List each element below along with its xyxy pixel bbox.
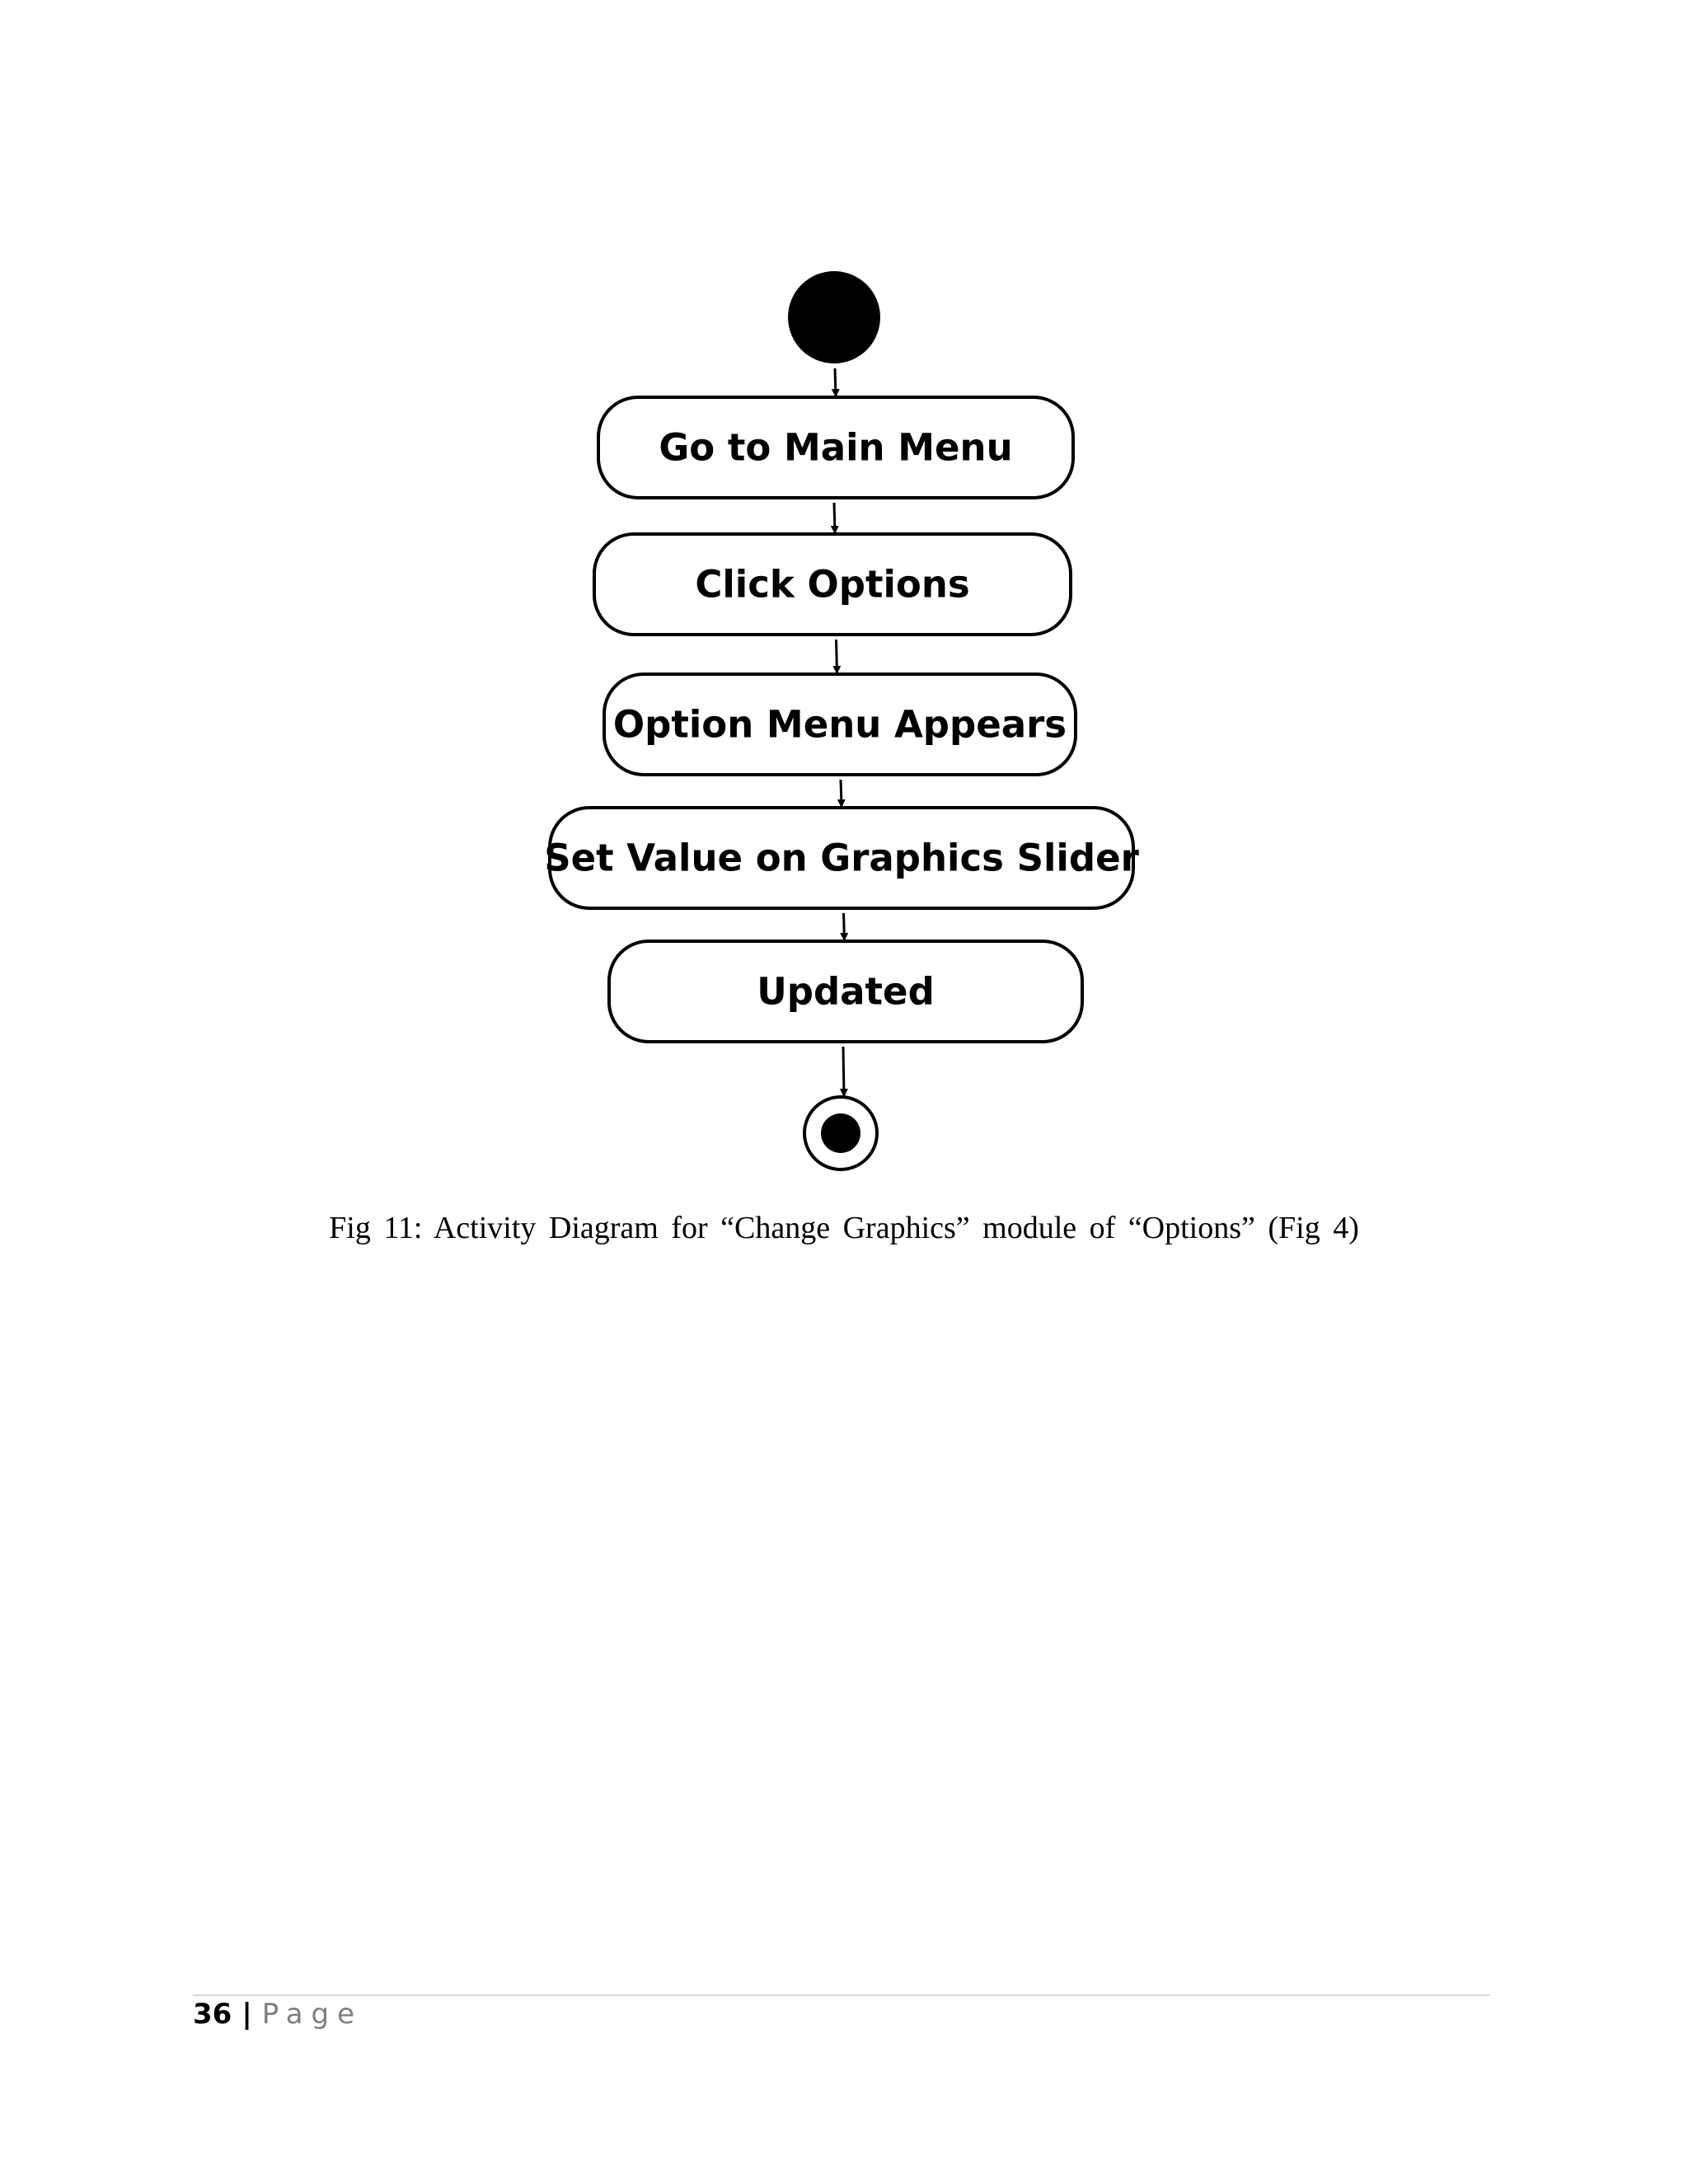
final-node	[804, 1097, 877, 1169]
figure-caption: Fig 11: Activity Diagram for “Change Graphics” module of “Options” (Fig 4)	[329, 1211, 1359, 1245]
initial-node	[788, 271, 880, 363]
activity-set-value-on-graphics-slider	[544, 808, 1139, 908]
page-number: 36	[193, 1998, 232, 2031]
activity-label: Set Value on Graphics Slider	[544, 836, 1139, 880]
activity-go-to-main-menu	[598, 397, 1073, 498]
activity-label: Option Menu Appears	[612, 702, 1067, 747]
activity-option-menu-appears	[604, 674, 1076, 775]
activity-click-options	[594, 534, 1071, 635]
footer-separator: |	[241, 1998, 252, 2031]
final-node-core	[821, 1113, 860, 1153]
edge-n3-to-n4	[841, 780, 842, 807]
nodes-layer	[544, 271, 1139, 1169]
edge-n5-to-end	[843, 1047, 844, 1096]
edge-start-to-n1	[835, 368, 836, 396]
activity-label: Click Options	[695, 562, 970, 607]
edge-n4-to-n5	[844, 913, 845, 940]
activity-updated	[609, 941, 1082, 1042]
activity-label: Go to Main Menu	[659, 425, 1013, 470]
page-footer	[193, 1998, 363, 2031]
activity-label: Updated	[757, 969, 935, 1014]
footer-divider	[193, 1994, 1490, 1996]
page-word: Page	[261, 1998, 363, 2031]
edge-n1-to-n2	[834, 503, 835, 533]
